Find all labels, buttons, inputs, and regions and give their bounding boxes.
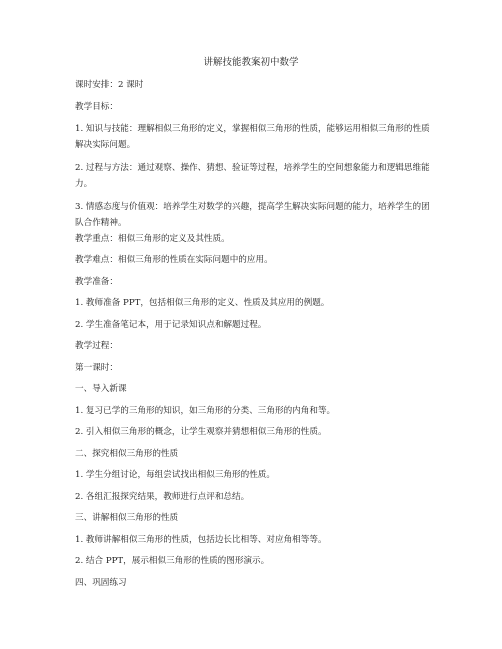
objective-process: 2. 过程与方法：通过观察、操作、猜想、验证等过程，培养学生的空间想象能力和逻辑思维能力。 (75, 163, 430, 189)
section-2-heading: 二、探究相似三角形的性质 (75, 449, 179, 459)
section-3-heading: 三、讲解相似三角形的性质 (75, 513, 179, 523)
section-2-item-2: 2. 各组汇报探究结果，教师进行点评和总结。 (75, 492, 250, 502)
section-3-item-1: 1. 教师讲解相似三角形的性质，包括边长比相等、对应角相等等。 (75, 535, 327, 545)
preparation-heading: 教学准备： (75, 277, 118, 287)
objectives-heading: 教学目标： (75, 102, 118, 112)
section-2-item-1: 1. 学生分组讨论，每组尝试找出相似三角形的性质。 (75, 470, 275, 480)
preparation-teacher: 1. 教师准备 PPT，包括相似三角形的定义、性质及其应用的例题。 (75, 298, 330, 308)
objective-attitude: 3. 情感态度与价值观：培养学生对数学的兴趣，提高学生解决实际问题的能力，培养学生的团队合作精神。 (75, 202, 430, 228)
objective-knowledge: 1. 知识与技能：理解相似三角形的定义，掌握相似三角形的性质，能够运用相似三角形的性质解决实际问题。 (75, 124, 430, 150)
process-heading: 教学过程： (75, 341, 118, 351)
section-3-item-2: 2. 结合 PPT，展示相似三角形的性质的图形演示。 (75, 556, 270, 566)
section-1-heading: 一、导入新课 (75, 384, 127, 394)
section-1-item-1: 1. 复习已学的三角形的知识，如三角形的分类、三角形的内角和等。 (75, 406, 336, 416)
preparation-student: 2. 学生准备笔记本，用于记录知识点和解题过程。 (75, 320, 267, 330)
lesson-duration: 课时安排：2 课时 (75, 80, 144, 90)
key-points: 教学重点：相似三角形的定义及其性质。 (75, 234, 230, 244)
first-lesson-heading: 第一课时： (75, 363, 118, 373)
difficult-points: 教学难点：相似三角形的性质在实际问题中的应用。 (75, 255, 273, 265)
section-1-item-2: 2. 引入相似三角形的概念，让学生观察并猜想相似三角形的性质。 (75, 427, 327, 437)
document-title: 讲解技能教案初中数学 (203, 57, 299, 68)
section-4-heading: 四、巩固练习 (75, 578, 127, 588)
